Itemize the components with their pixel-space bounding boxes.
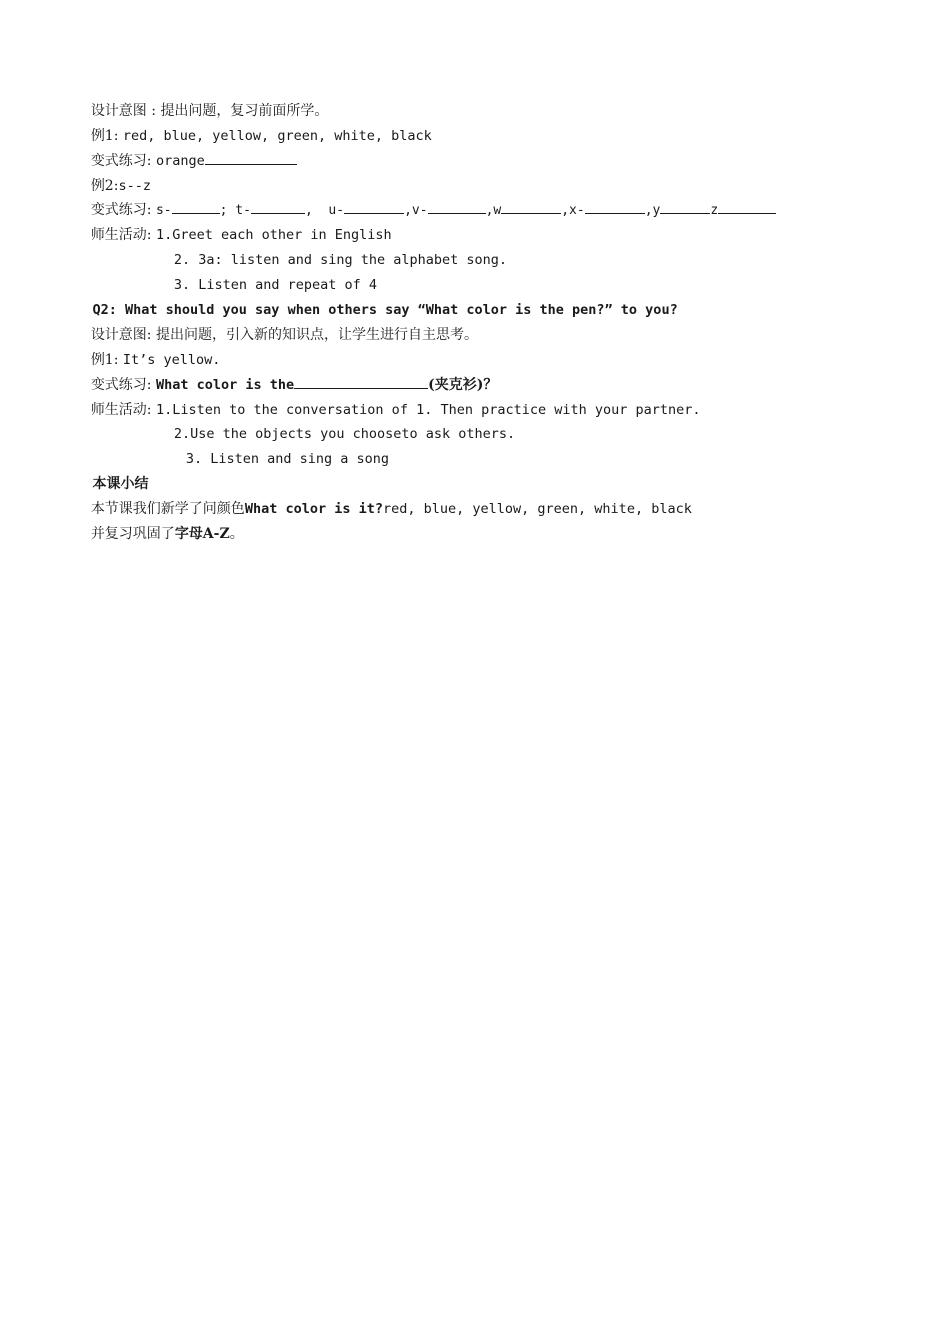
answer-blank — [718, 199, 776, 214]
design-intent-label: 设计意图: — [90, 326, 156, 343]
letter-prompt: ,x- — [561, 203, 585, 219]
activity-label: 师生活动: — [90, 401, 156, 418]
letter-prompt: ,y — [644, 203, 661, 219]
variation-text: orange — [155, 152, 205, 169]
letter-prompt: z — [710, 203, 719, 219]
answer-blank — [251, 199, 305, 214]
letter-prompt: ,v- — [404, 203, 428, 219]
example-text: s--z — [118, 177, 151, 194]
variation-label: 变式练习: — [90, 152, 156, 169]
variation-label: 变式练习: — [90, 376, 156, 393]
summary-line-1 — [73, 472, 893, 518]
summary-prefix: 本节课我们新学了问颜色 — [90, 501, 245, 518]
example-label: 例2: — [90, 177, 119, 194]
summary-suffix: 。 — [229, 526, 244, 543]
activity-text: 1.Greet each other in English — [155, 227, 392, 244]
example-label: 例1: — [90, 351, 123, 368]
answer-blank — [294, 374, 428, 389]
variation-question: What color is the — [155, 376, 295, 393]
activity-label: 师生活动: — [90, 227, 156, 244]
activity-text: 3. Listen and sing a song — [185, 451, 390, 468]
activity-text: 2.Use the objects you chooseto ask others. — [173, 426, 516, 443]
design-intent-line-1 — [73, 74, 893, 119]
document-page — [73, 74, 893, 543]
summary-bold: What color is it? — [244, 501, 383, 518]
example-text: It’s yellow. — [122, 351, 221, 368]
answer-blank — [205, 150, 297, 165]
summary-prefix: 并复习巩固了 — [90, 526, 175, 543]
summary-bold: 字母A-Z — [174, 526, 230, 543]
variation-hint: (夹克衫)？ — [428, 376, 498, 393]
question-text: Q2: What should you say when others say “What color is the pen?” to you? — [92, 302, 678, 319]
summary-title: 本课小结 — [92, 476, 149, 493]
design-intent-text: 提出问题，引入新的知识点，让学生进行自主思考。 — [155, 326, 478, 343]
variation-label: 变式练习: — [90, 202, 156, 219]
letter-prompt: ,w — [485, 203, 502, 219]
letter-prompt: , u- — [304, 203, 345, 219]
activity-text: 2. 3a: listen and sing the alphabet song. — [173, 252, 508, 269]
example-text: red, blue, yellow, green, white, black — [122, 127, 432, 144]
answer-blank — [172, 199, 220, 214]
summary-suffix: red, blue, yellow, green, white, black — [382, 501, 692, 518]
answer-blank — [660, 199, 710, 214]
variation-exercise-line-2 — [73, 174, 893, 219]
design-intent-text: 提出问题，复习前面所学。 — [160, 102, 329, 119]
design-intent-label: 设计意图 : — [90, 102, 161, 119]
activity-text: 1.Listen to the conversation of 1. Then practice with your partner. — [155, 401, 701, 418]
answer-blank — [501, 199, 561, 214]
answer-blank — [344, 199, 404, 214]
letter-prompt: ; t- — [219, 203, 251, 219]
answer-blank — [428, 199, 486, 214]
example-label: 例1: — [90, 127, 123, 144]
letter-prompt: s- — [155, 203, 172, 219]
answer-blank — [585, 199, 645, 214]
activity-text: 3. Listen and repeat of 4 — [173, 277, 378, 294]
